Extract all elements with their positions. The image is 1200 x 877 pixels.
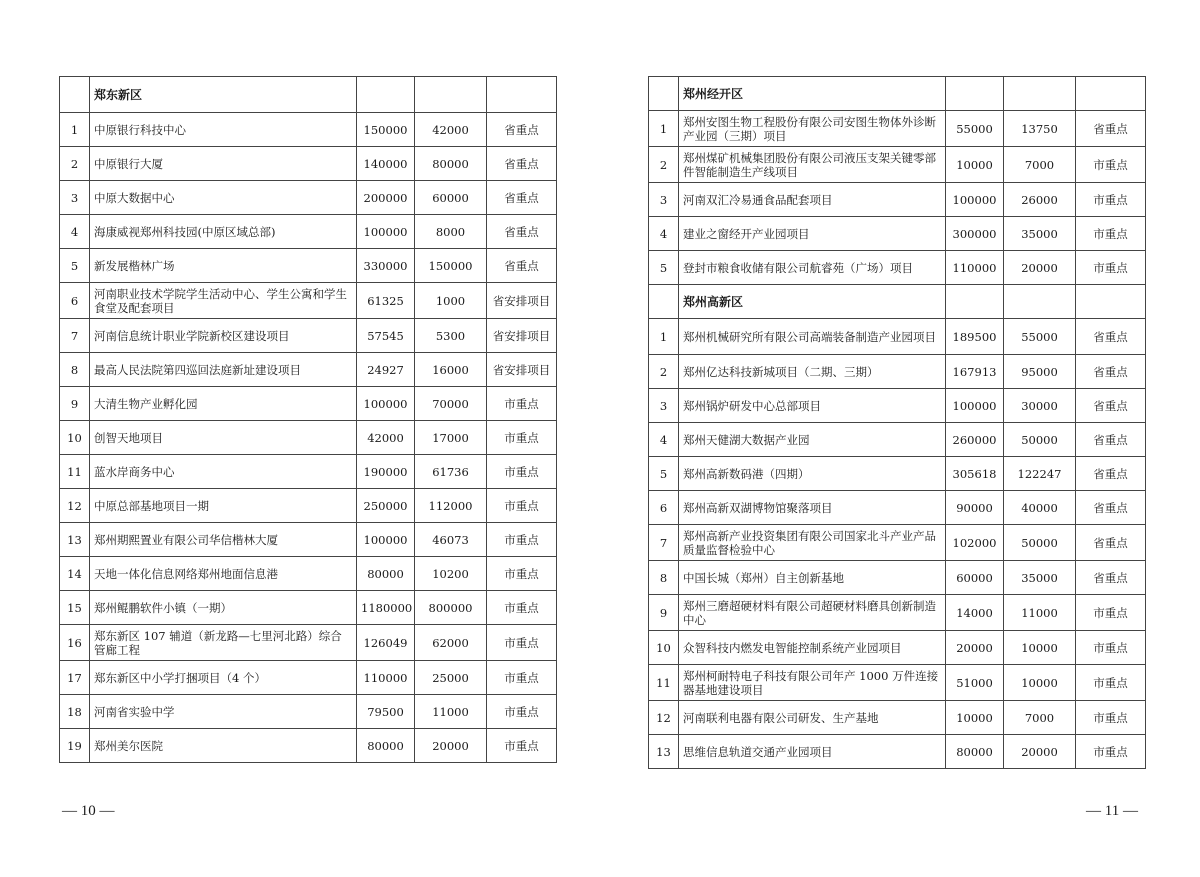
empty-cell bbox=[1076, 77, 1146, 111]
row-number: 10 bbox=[60, 421, 90, 455]
table-row bbox=[649, 423, 1146, 457]
project-level: 省重点 bbox=[1076, 561, 1146, 595]
total-investment: 1180000 bbox=[357, 591, 415, 625]
annual-investment: 70000 bbox=[415, 387, 487, 421]
row-number: 15 bbox=[60, 591, 90, 625]
table-row bbox=[649, 389, 1146, 423]
project-level: 市重点 bbox=[487, 421, 557, 455]
empty-cell bbox=[946, 285, 1004, 319]
project-name: 众智科技内燃发电智能控制系统产业园项目 bbox=[679, 631, 946, 665]
annual-investment: 10200 bbox=[415, 557, 487, 591]
annual-investment: 11000 bbox=[1004, 595, 1076, 631]
project-name: 郑州亿达科技新城项目（二期、三期） bbox=[679, 355, 946, 389]
row-number: 17 bbox=[60, 661, 90, 695]
page-number-right: — 11 — bbox=[1086, 803, 1138, 819]
project-level: 市重点 bbox=[1076, 701, 1146, 735]
table-row bbox=[649, 183, 1146, 217]
total-investment: 200000 bbox=[357, 181, 415, 215]
row-number: 9 bbox=[60, 387, 90, 421]
project-level: 省重点 bbox=[1076, 525, 1146, 561]
total-investment: 189500 bbox=[946, 319, 1004, 355]
total-investment: 190000 bbox=[357, 455, 415, 489]
annual-investment: 62000 bbox=[415, 625, 487, 661]
table-row bbox=[649, 735, 1146, 769]
project-name: 郑州期熙置业有限公司华信楷林大厦 bbox=[90, 523, 357, 557]
project-name: 郑州三磨超硬材料有限公司超硬材料磨具创新制造中心 bbox=[679, 595, 946, 631]
project-level: 市重点 bbox=[1076, 217, 1146, 251]
left-project-table bbox=[59, 76, 557, 763]
project-name: 郑州高新产业投资集团有限公司国家北斗产业产品质量监督检验中心 bbox=[679, 525, 946, 561]
project-name: 蓝水岸商务中心 bbox=[90, 455, 357, 489]
project-name: 郑东新区中小学打捆项目（4 个） bbox=[90, 661, 357, 695]
row-number: 8 bbox=[60, 353, 90, 387]
project-name: 郑州天健湖大数据产业园 bbox=[679, 423, 946, 457]
total-investment: 100000 bbox=[946, 389, 1004, 423]
annual-investment: 10000 bbox=[1004, 665, 1076, 701]
table-row bbox=[649, 665, 1146, 701]
row-number: 11 bbox=[60, 455, 90, 489]
table-row bbox=[649, 491, 1146, 525]
project-level: 市重点 bbox=[1076, 665, 1146, 701]
annual-investment: 800000 bbox=[415, 591, 487, 625]
table-row bbox=[60, 353, 557, 387]
table-row bbox=[649, 355, 1146, 389]
project-level: 省重点 bbox=[1076, 423, 1146, 457]
total-investment: 55000 bbox=[946, 111, 1004, 147]
project-name: 郑州机械研究所有限公司高端装备制造产业园项目 bbox=[679, 319, 946, 355]
row-number: 8 bbox=[649, 561, 679, 595]
table-row bbox=[60, 695, 557, 729]
total-investment: 79500 bbox=[357, 695, 415, 729]
project-level: 省安排项目 bbox=[487, 319, 557, 353]
project-level: 省重点 bbox=[487, 249, 557, 283]
row-number: 3 bbox=[649, 183, 679, 217]
annual-investment: 11000 bbox=[415, 695, 487, 729]
project-name: 河南双汇冷易通食品配套项目 bbox=[679, 183, 946, 217]
empty-cell bbox=[357, 77, 415, 113]
annual-investment: 150000 bbox=[415, 249, 487, 283]
project-name: 河南职业技术学院学生活动中心、学生公寓和学生食堂及配套项目 bbox=[90, 283, 357, 319]
row-number: 11 bbox=[649, 665, 679, 701]
section-title: 郑州高新区 bbox=[679, 285, 946, 319]
section-title: 郑东新区 bbox=[90, 77, 357, 113]
empty-cell bbox=[487, 77, 557, 113]
right-table-body bbox=[649, 77, 1146, 769]
annual-investment: 60000 bbox=[415, 181, 487, 215]
table-row bbox=[649, 525, 1146, 561]
total-investment: 80000 bbox=[357, 729, 415, 763]
empty-cell bbox=[649, 285, 679, 319]
table-row bbox=[649, 457, 1146, 491]
row-number: 4 bbox=[649, 217, 679, 251]
project-name: 大清生物产业孵化园 bbox=[90, 387, 357, 421]
empty-cell bbox=[1004, 285, 1076, 319]
row-number: 4 bbox=[649, 423, 679, 457]
project-name: 河南省实验中学 bbox=[90, 695, 357, 729]
annual-investment: 5300 bbox=[415, 319, 487, 353]
table-row bbox=[649, 217, 1146, 251]
table-row bbox=[60, 625, 557, 661]
annual-investment: 20000 bbox=[1004, 735, 1076, 769]
project-level: 市重点 bbox=[487, 695, 557, 729]
annual-investment: 46073 bbox=[415, 523, 487, 557]
total-investment: 167913 bbox=[946, 355, 1004, 389]
row-number: 7 bbox=[649, 525, 679, 561]
project-level: 省重点 bbox=[1076, 319, 1146, 355]
total-investment: 102000 bbox=[946, 525, 1004, 561]
project-level: 市重点 bbox=[1076, 631, 1146, 665]
total-investment: 100000 bbox=[357, 523, 415, 557]
project-name: 中原银行科技中心 bbox=[90, 113, 357, 147]
annual-investment: 95000 bbox=[1004, 355, 1076, 389]
total-investment: 110000 bbox=[357, 661, 415, 695]
project-name: 郑州煤矿机械集团股份有限公司液压支架关键零部件智能制造生产线项目 bbox=[679, 147, 946, 183]
project-name: 郑州美尔医院 bbox=[90, 729, 357, 763]
total-investment: 61325 bbox=[357, 283, 415, 319]
table-row bbox=[60, 455, 557, 489]
annual-investment: 40000 bbox=[1004, 491, 1076, 525]
total-investment: 42000 bbox=[357, 421, 415, 455]
table-row bbox=[60, 387, 557, 421]
project-level: 省重点 bbox=[487, 113, 557, 147]
project-level: 省安排项目 bbox=[487, 353, 557, 387]
annual-investment: 16000 bbox=[415, 353, 487, 387]
project-name: 最高人民法院第四巡回法庭新址建设项目 bbox=[90, 353, 357, 387]
row-number: 6 bbox=[60, 283, 90, 319]
table-row bbox=[60, 523, 557, 557]
project-level: 省重点 bbox=[487, 181, 557, 215]
project-level: 市重点 bbox=[487, 591, 557, 625]
project-name: 思维信息轨道交通产业园项目 bbox=[679, 735, 946, 769]
table-row bbox=[649, 631, 1146, 665]
total-investment: 80000 bbox=[357, 557, 415, 591]
project-name: 新发展楷林广场 bbox=[90, 249, 357, 283]
table-row bbox=[649, 561, 1146, 595]
annual-investment: 20000 bbox=[415, 729, 487, 763]
project-name: 郑东新区 107 辅道（新龙路—七里河北路）综合管廊工程 bbox=[90, 625, 357, 661]
project-level: 省重点 bbox=[1076, 111, 1146, 147]
annual-investment: 26000 bbox=[1004, 183, 1076, 217]
left-table-body bbox=[60, 77, 557, 763]
row-number: 2 bbox=[649, 147, 679, 183]
project-level: 省重点 bbox=[487, 147, 557, 181]
row-number: 7 bbox=[60, 319, 90, 353]
empty-cell bbox=[946, 77, 1004, 111]
annual-investment: 17000 bbox=[415, 421, 487, 455]
project-level: 市重点 bbox=[487, 489, 557, 523]
row-number: 1 bbox=[649, 319, 679, 355]
annual-investment: 35000 bbox=[1004, 561, 1076, 595]
total-investment: 80000 bbox=[946, 735, 1004, 769]
row-number: 19 bbox=[60, 729, 90, 763]
project-name: 河南联利电器有限公司研发、生产基地 bbox=[679, 701, 946, 735]
row-number: 18 bbox=[60, 695, 90, 729]
annual-investment: 42000 bbox=[415, 113, 487, 147]
table-row bbox=[649, 111, 1146, 147]
total-investment: 330000 bbox=[357, 249, 415, 283]
total-investment: 260000 bbox=[946, 423, 1004, 457]
annual-investment: 61736 bbox=[415, 455, 487, 489]
project-level: 市重点 bbox=[1076, 735, 1146, 769]
table-row bbox=[649, 595, 1146, 631]
annual-investment: 13750 bbox=[1004, 111, 1076, 147]
table-row bbox=[60, 421, 557, 455]
annual-investment: 80000 bbox=[415, 147, 487, 181]
project-name: 郑州锅炉研发中心总部项目 bbox=[679, 389, 946, 423]
row-number: 5 bbox=[60, 249, 90, 283]
project-level: 省重点 bbox=[1076, 457, 1146, 491]
project-name: 郑州高新数码港（四期） bbox=[679, 457, 946, 491]
project-name: 创智天地项目 bbox=[90, 421, 357, 455]
project-level: 市重点 bbox=[487, 523, 557, 557]
empty-cell bbox=[415, 77, 487, 113]
project-level: 省重点 bbox=[1076, 355, 1146, 389]
total-investment: 126049 bbox=[357, 625, 415, 661]
row-number: 5 bbox=[649, 457, 679, 491]
annual-investment: 35000 bbox=[1004, 217, 1076, 251]
total-investment: 250000 bbox=[357, 489, 415, 523]
total-investment: 57545 bbox=[357, 319, 415, 353]
row-number: 4 bbox=[60, 215, 90, 249]
row-number: 3 bbox=[60, 181, 90, 215]
project-name: 郑州鲲鹏软件小镇（一期） bbox=[90, 591, 357, 625]
annual-investment: 50000 bbox=[1004, 423, 1076, 457]
total-investment: 60000 bbox=[946, 561, 1004, 595]
project-level: 市重点 bbox=[1076, 147, 1146, 183]
project-level: 省重点 bbox=[1076, 491, 1146, 525]
project-name: 中原总部基地项目一期 bbox=[90, 489, 357, 523]
annual-investment: 10000 bbox=[1004, 631, 1076, 665]
right-project-table bbox=[648, 76, 1146, 769]
section-header-row bbox=[60, 77, 557, 113]
row-number: 3 bbox=[649, 389, 679, 423]
table-row bbox=[60, 181, 557, 215]
project-name: 海康威视郑州科技园(中原区域总部) bbox=[90, 215, 357, 249]
project-level: 市重点 bbox=[487, 387, 557, 421]
project-level: 市重点 bbox=[487, 455, 557, 489]
section-header-row bbox=[649, 285, 1146, 319]
table-row bbox=[60, 113, 557, 147]
project-name: 郑州安图生物工程股份有限公司安图生物体外诊断产业园（三期）项目 bbox=[679, 111, 946, 147]
project-level: 市重点 bbox=[1076, 251, 1146, 285]
total-investment: 300000 bbox=[946, 217, 1004, 251]
project-level: 市重点 bbox=[487, 661, 557, 695]
project-name: 中原大数据中心 bbox=[90, 181, 357, 215]
row-number: 16 bbox=[60, 625, 90, 661]
total-investment: 100000 bbox=[946, 183, 1004, 217]
annual-investment: 1000 bbox=[415, 283, 487, 319]
row-number: 13 bbox=[649, 735, 679, 769]
table-row bbox=[60, 215, 557, 249]
project-name: 郑州柯耐特电子科技有限公司年产 1000 万件连接器基地建设项目 bbox=[679, 665, 946, 701]
row-number: 12 bbox=[649, 701, 679, 735]
project-name: 天地一体化信息网络郑州地面信息港 bbox=[90, 557, 357, 591]
empty-cell bbox=[1076, 285, 1146, 319]
section-header-row bbox=[649, 77, 1146, 111]
annual-investment: 112000 bbox=[415, 489, 487, 523]
total-investment: 100000 bbox=[357, 387, 415, 421]
project-name: 建业之窗经开产业园项目 bbox=[679, 217, 946, 251]
project-level: 省重点 bbox=[1076, 389, 1146, 423]
total-investment: 90000 bbox=[946, 491, 1004, 525]
row-number: 9 bbox=[649, 595, 679, 631]
row-number: 10 bbox=[649, 631, 679, 665]
table-row bbox=[649, 701, 1146, 735]
total-investment: 150000 bbox=[357, 113, 415, 147]
total-investment: 110000 bbox=[946, 251, 1004, 285]
annual-investment: 55000 bbox=[1004, 319, 1076, 355]
project-name: 河南信息统计职业学院新校区建设项目 bbox=[90, 319, 357, 353]
table-row bbox=[60, 591, 557, 625]
total-investment: 51000 bbox=[946, 665, 1004, 701]
project-level: 市重点 bbox=[1076, 595, 1146, 631]
table-row bbox=[649, 147, 1146, 183]
project-level: 市重点 bbox=[1076, 183, 1146, 217]
row-number: 13 bbox=[60, 523, 90, 557]
section-title: 郑州经开区 bbox=[679, 77, 946, 111]
row-number: 14 bbox=[60, 557, 90, 591]
annual-investment: 25000 bbox=[415, 661, 487, 695]
annual-investment: 30000 bbox=[1004, 389, 1076, 423]
annual-investment: 122247 bbox=[1004, 457, 1076, 491]
annual-investment: 50000 bbox=[1004, 525, 1076, 561]
row-number: 2 bbox=[649, 355, 679, 389]
annual-investment: 7000 bbox=[1004, 147, 1076, 183]
page-number-left: — 10 — bbox=[62, 803, 115, 819]
project-name: 郑州高新双湖博物馆聚落项目 bbox=[679, 491, 946, 525]
table-row bbox=[649, 319, 1146, 355]
annual-investment: 7000 bbox=[1004, 701, 1076, 735]
total-investment: 14000 bbox=[946, 595, 1004, 631]
table-row bbox=[60, 283, 557, 319]
table-row bbox=[60, 489, 557, 523]
total-investment: 140000 bbox=[357, 147, 415, 181]
row-number: 6 bbox=[649, 491, 679, 525]
table-row bbox=[60, 729, 557, 763]
annual-investment: 8000 bbox=[415, 215, 487, 249]
row-number: 1 bbox=[649, 111, 679, 147]
table-row bbox=[60, 147, 557, 181]
annual-investment: 20000 bbox=[1004, 251, 1076, 285]
total-investment: 305618 bbox=[946, 457, 1004, 491]
row-number: 2 bbox=[60, 147, 90, 181]
total-investment: 100000 bbox=[357, 215, 415, 249]
empty-cell bbox=[1004, 77, 1076, 111]
project-name: 中国长城（郑州）自主创新基地 bbox=[679, 561, 946, 595]
project-level: 省重点 bbox=[487, 215, 557, 249]
empty-cell bbox=[60, 77, 90, 113]
empty-cell bbox=[649, 77, 679, 111]
total-investment: 10000 bbox=[946, 147, 1004, 183]
row-number: 5 bbox=[649, 251, 679, 285]
total-investment: 10000 bbox=[946, 701, 1004, 735]
table-row bbox=[60, 661, 557, 695]
project-level: 省安排项目 bbox=[487, 283, 557, 319]
project-name: 登封市粮食收储有限公司航睿苑（广场）项目 bbox=[679, 251, 946, 285]
project-level: 市重点 bbox=[487, 557, 557, 591]
row-number: 1 bbox=[60, 113, 90, 147]
table-row bbox=[60, 249, 557, 283]
project-level: 市重点 bbox=[487, 625, 557, 661]
project-name: 中原银行大厦 bbox=[90, 147, 357, 181]
table-row bbox=[60, 557, 557, 591]
total-investment: 20000 bbox=[946, 631, 1004, 665]
project-level: 市重点 bbox=[487, 729, 557, 763]
table-row bbox=[60, 319, 557, 353]
total-investment: 24927 bbox=[357, 353, 415, 387]
row-number: 12 bbox=[60, 489, 90, 523]
table-row bbox=[649, 251, 1146, 285]
